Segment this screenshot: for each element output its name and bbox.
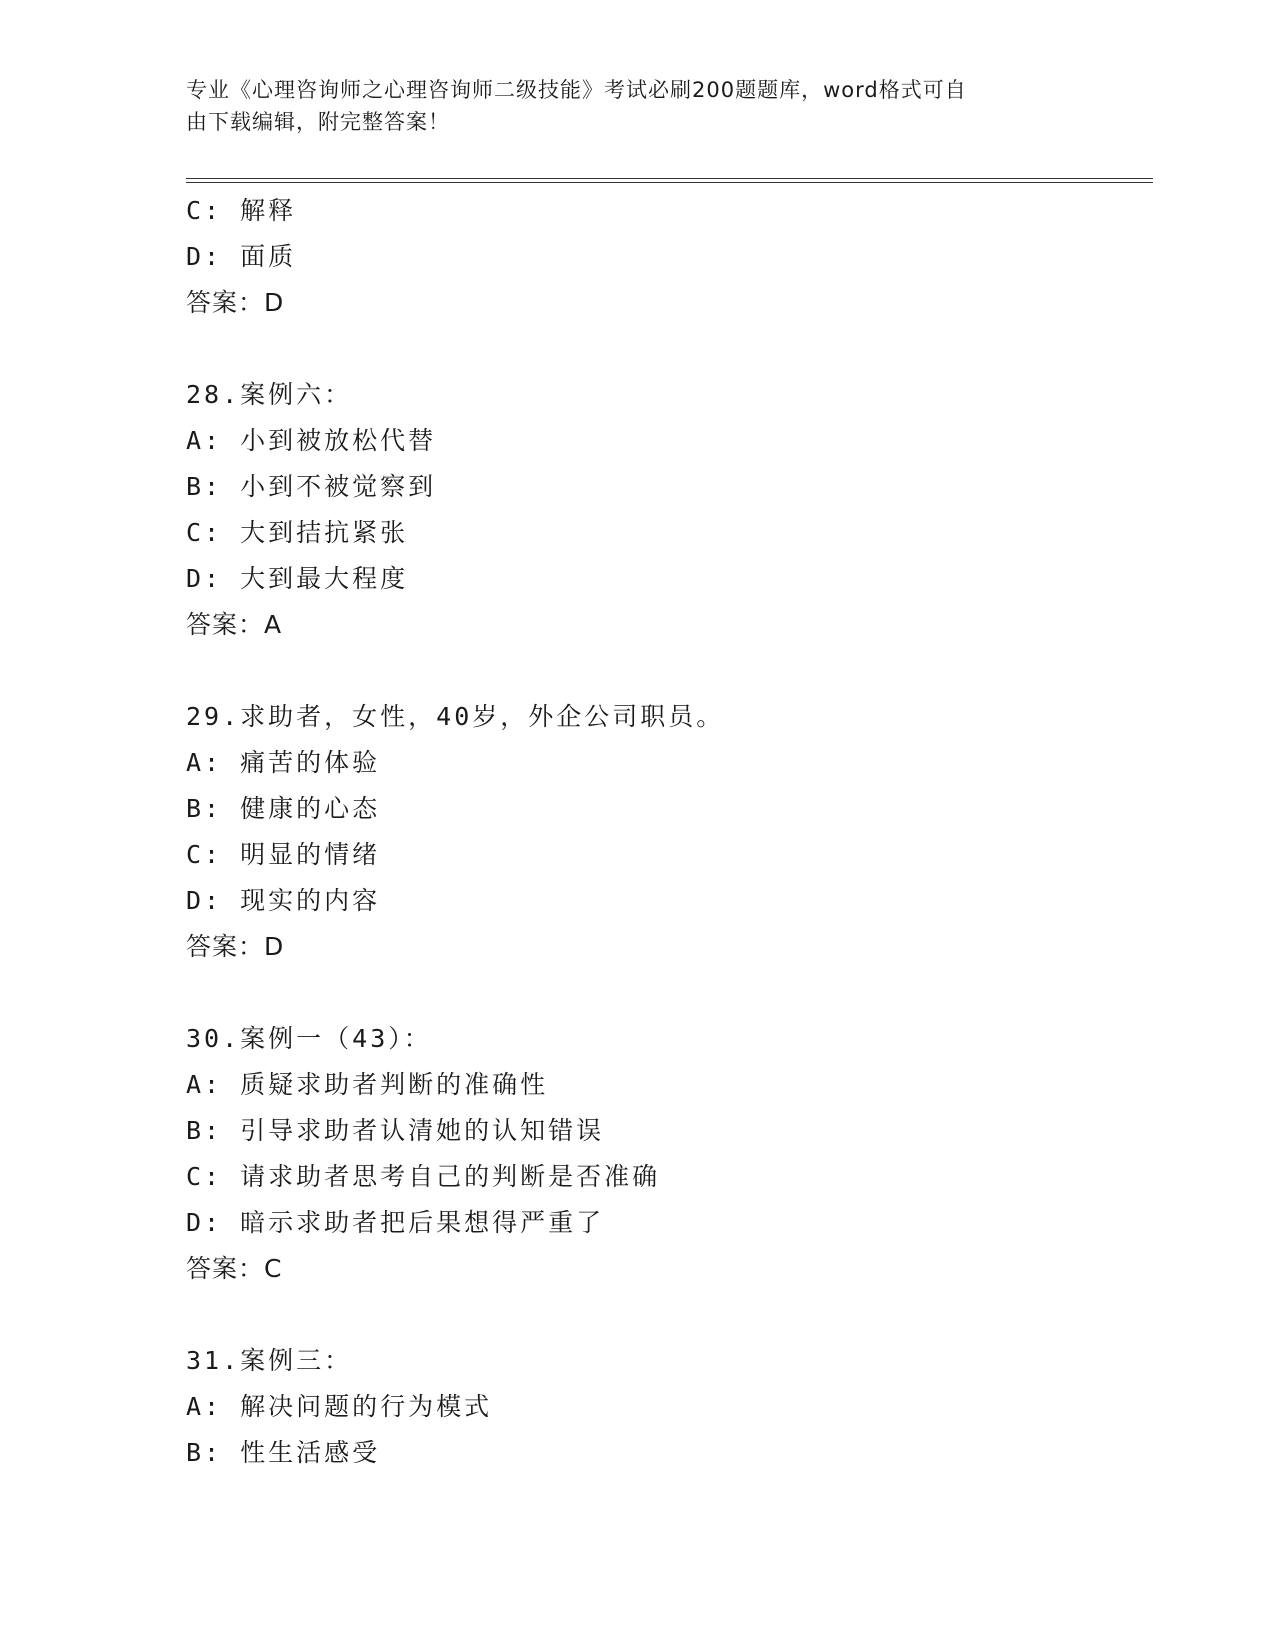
option-b: B: 引导求助者认清她的认知错误 [186, 1116, 605, 1145]
option-c: C: 大到拮抗紧张 [186, 518, 409, 547]
option-b: B: 健康的心态 [186, 794, 381, 823]
option-a: A: 质疑求助者判断的准确性 [186, 1070, 549, 1099]
option-a: A: 小到被放松代替 [186, 426, 437, 455]
header-line-2: 由下载编辑，附完整答案！ [186, 110, 450, 134]
question-30 [186, 1016, 1146, 1292]
spacer [186, 1292, 1146, 1338]
option-d: D: 面质 [186, 242, 297, 271]
option-b: B: 小到不被觉察到 [186, 472, 437, 501]
option-c: C: 明显的情绪 [186, 840, 381, 869]
document-header [186, 74, 1086, 138]
answer-line: 答案：D [186, 288, 285, 317]
answer-line: 答案：A [186, 610, 283, 639]
question-stem: 31.案例三： [186, 1346, 353, 1375]
spacer [186, 970, 1146, 1016]
question-list [186, 188, 1146, 1476]
question-31 [186, 1338, 1146, 1476]
option-c: C: 请求助者思考自己的判断是否准确 [186, 1162, 661, 1191]
question-stem: 30.案例一（43）： [186, 1024, 432, 1053]
option-d: D: 大到最大程度 [186, 564, 409, 593]
option-a: A: 痛苦的体验 [186, 748, 381, 777]
option-c: C: 解释 [186, 196, 297, 225]
option-d: D: 暗示求助者把后果想得严重了 [186, 1208, 605, 1237]
header-divider [186, 178, 1153, 183]
option-d: D: 现实的内容 [186, 886, 381, 915]
question-stem: 29.求助者，女性，40岁，外企公司职员。 [186, 702, 725, 731]
spacer [186, 326, 1146, 372]
header-line-1: 专业《心理咨询师之心理咨询师二级技能》考试必刷200题题库，word格式可自 [186, 78, 967, 102]
option-b: B: 性生活感受 [186, 1438, 381, 1467]
spacer [186, 648, 1146, 694]
answer-line: 答案：D [186, 932, 285, 961]
option-a: A: 解决问题的行为模式 [186, 1392, 493, 1421]
answer-line: 答案：C [186, 1254, 283, 1283]
question-28 [186, 372, 1146, 648]
question-29 [186, 694, 1146, 970]
question-stem: 28.案例六： [186, 380, 353, 409]
